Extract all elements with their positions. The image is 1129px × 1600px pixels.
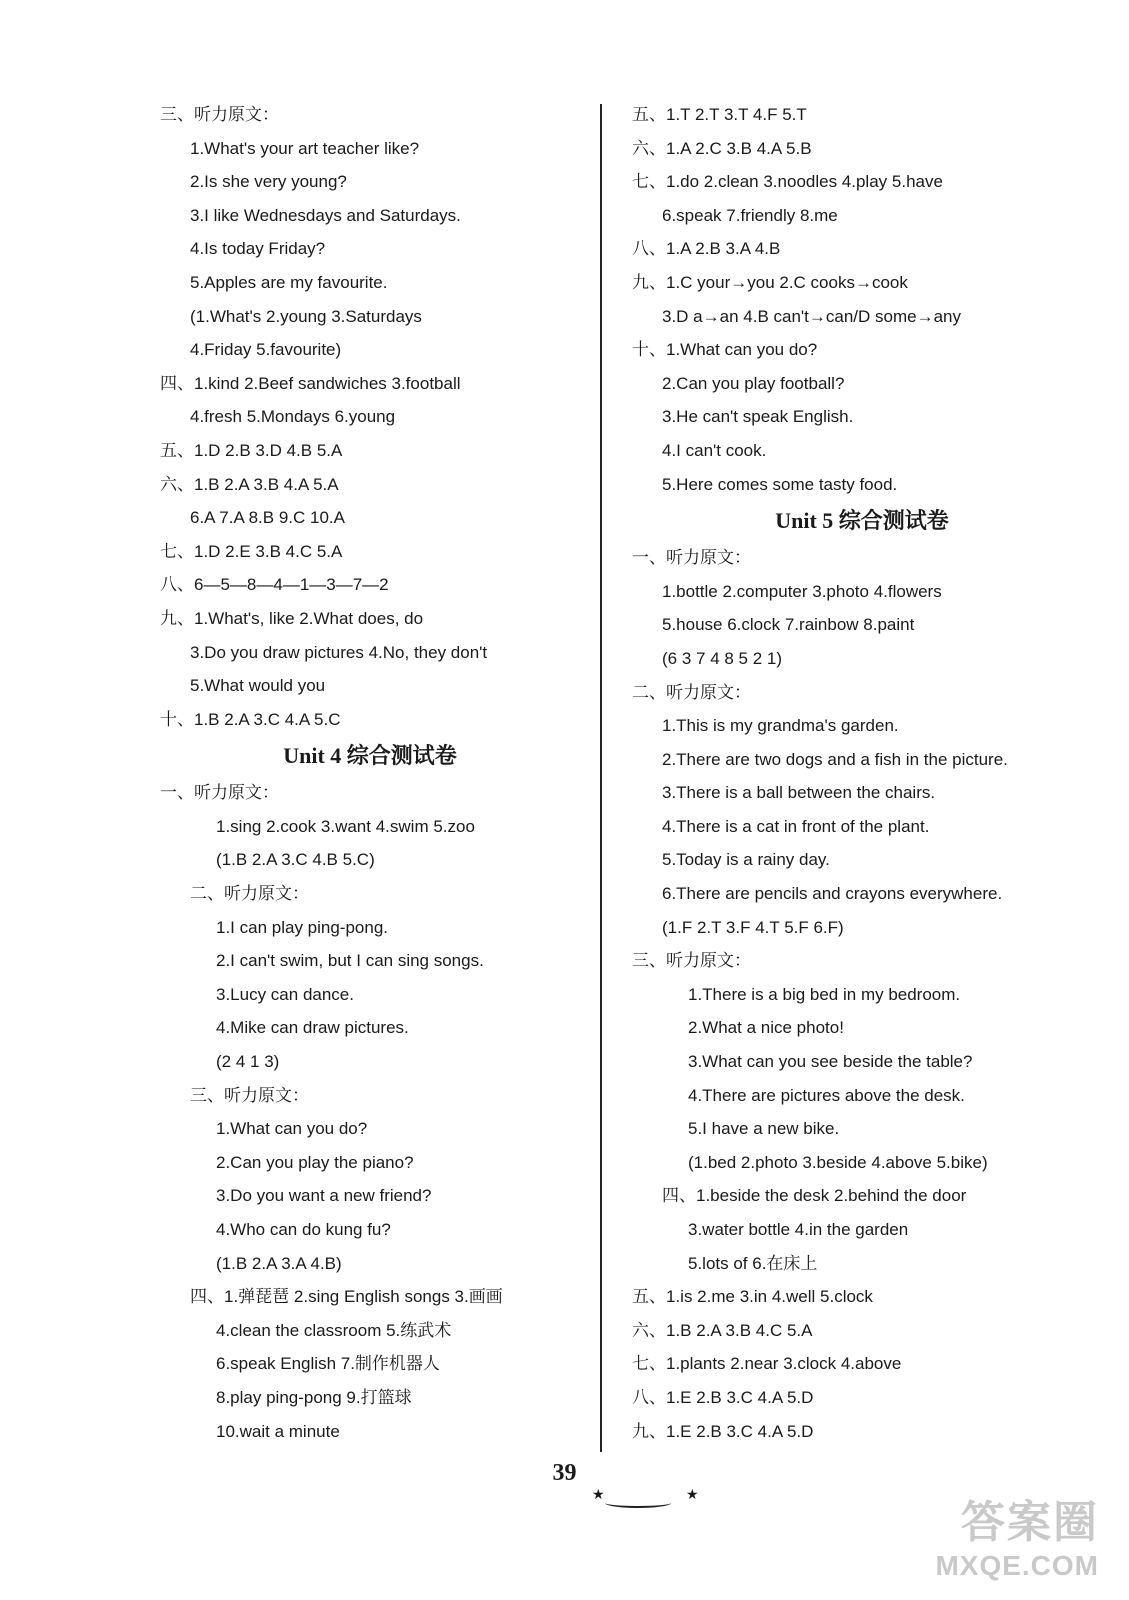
answer-line: 五、1.T 2.T 3.T 4.F 5.T: [632, 105, 807, 124]
answer-line: 九、1.E 2.B 3.C 4.A 5.D: [632, 1421, 814, 1441]
answer-line: 1.There is a big bed in my bedroom.: [688, 984, 961, 1004]
answer-line: 三、听力原文：: [160, 105, 279, 124]
answer-line: 二、听力原文：: [190, 884, 309, 904]
answer-line: 3.Lucy can dance.: [216, 984, 354, 1004]
answer-line: 七、1.D 2.E 3.B 4.C 5.A: [160, 541, 343, 561]
answer-line: 1.What's your art teacher like?: [190, 138, 420, 158]
answer-line: 4.Who can do kung fu?: [216, 1220, 391, 1239]
answer-line: 4.Is today Friday?: [190, 239, 326, 259]
answer-line: 4.Mike can draw pictures.: [216, 1018, 409, 1038]
answer-line: 3.What can you see beside the table?: [688, 1052, 973, 1072]
answer-line: (1.bed 2.photo 3.beside 4.above 5.bike): [688, 1152, 988, 1172]
answer-line: 四、1.beside the desk 2.behind the door: [662, 1186, 967, 1206]
answer-line: 5.I have a new bike.: [688, 1119, 840, 1139]
answer-line: 2.Can you play football?: [662, 373, 845, 393]
answer-line: 10.wait a minute: [216, 1421, 340, 1441]
answer-line: 三、听力原文：: [190, 1085, 309, 1105]
answer-line: 3.water bottle 4.in the garden: [688, 1220, 909, 1239]
answer-line: 七、1.plants 2.near 3.clock 4.above: [632, 1354, 902, 1374]
answer-line: 6.speak English 7.制作机器人: [216, 1354, 440, 1374]
answer-line: 2.What a nice photo!: [688, 1018, 844, 1038]
answer-line: 六、1.A 2.C 3.B 4.A 5.B: [632, 138, 812, 158]
answer-line: (1.B 2.A 3.C 4.B 5.C): [216, 850, 375, 870]
answer-line: 1.bottle 2.computer 3.photo 4.flowers: [662, 581, 942, 601]
answer-line: 2.I can't swim, but I can sing songs.: [216, 951, 484, 971]
answer-line: (1.B 2.A 3.A 4.B): [216, 1253, 342, 1273]
watermark-site: MXQE.COM: [935, 1550, 1099, 1581]
left-column: [160, 98, 580, 1448]
answer-line: 一、听力原文：: [632, 548, 751, 568]
answer-line: 1.I can play ping-pong.: [216, 917, 389, 937]
answer-line: 6.There are pencils and crayons everywhere.: [662, 884, 1003, 904]
answer-line: 1.This is my grandma's garden.: [662, 716, 899, 736]
answer-line: 5.lots of 6.在床上: [688, 1253, 818, 1273]
answer-line: 4.Friday 5.favourite): [190, 340, 342, 360]
answer-line: 3.He can't speak English.: [662, 407, 854, 427]
answer-line: 1.sing 2.cook 3.want 4.swim 5.zoo: [216, 816, 475, 836]
answer-line: 八、6—5—8—4—1—3—7—2: [160, 575, 389, 595]
answer-line: 1.What can you do?: [216, 1119, 368, 1139]
answer-line: 3.Do you draw pictures 4.No, they don't: [190, 642, 488, 662]
answer-line: 4.I can't cook.: [662, 440, 767, 460]
column-divider: [600, 104, 602, 1452]
answer-line: 一、听力原文：: [160, 783, 279, 803]
page-number: 39: [552, 1460, 577, 1486]
answer-line: 五、1.D 2.B 3.D 4.B 5.A: [160, 440, 343, 460]
answer-line: 九、1.C your→you 2.C cooks→cook: [632, 272, 908, 292]
answer-line: 4.There are pictures above the desk.: [688, 1085, 965, 1105]
answer-line: 十、1.B 2.A 3.C 4.A 5.C: [160, 709, 341, 729]
watermark-mark: 答案圈: [961, 1498, 1099, 1547]
answer-line: 4.There is a cat in front of the plant.: [662, 816, 930, 836]
answer-line: 五、1.is 2.me 3.in 4.well 5.clock: [632, 1287, 873, 1307]
answer-line: 三、听力原文：: [632, 951, 751, 971]
answer-line: 六、1.B 2.A 3.B 4.C 5.A: [632, 1320, 813, 1340]
answer-line: 5.What would you: [190, 676, 326, 696]
right-column: [632, 98, 1092, 1448]
answer-line: 5.Today is a rainy day.: [662, 850, 830, 870]
answer-line: 2.Is she very young?: [190, 172, 347, 192]
answer-line: 3.There is a ball between the chairs.: [662, 783, 936, 803]
answer-line: 5.Here comes some tasty food.: [662, 474, 898, 494]
answer-line: 3.Do you want a new friend?: [216, 1186, 432, 1206]
answer-line: 十、1.What can you do?: [632, 340, 818, 360]
answer-line: 3.D a→an 4.B can't→can/D some→any: [662, 306, 961, 326]
answer-line: 二、听力原文：: [632, 682, 751, 702]
answer-line: 6.speak 7.friendly 8.me: [662, 205, 838, 225]
answer-line: 2.There are two dogs and a fish in the picture.: [662, 749, 1008, 769]
section-heading: Unit 4 综合测试卷: [283, 743, 457, 769]
answer-line: 6.A 7.A 8.B 9.C 10.A: [190, 508, 345, 528]
answer-line: 3.I like Wednesdays and Saturdays.: [190, 205, 461, 225]
answer-line: 四、1.kind 2.Beef sandwiches 3.football: [160, 373, 461, 393]
answer-line: 2.Can you play the piano?: [216, 1152, 414, 1172]
answer-line: (1.F 2.T 3.F 4.T 5.F 6.F): [662, 917, 844, 937]
answer-line: 八、1.E 2.B 3.C 4.A 5.D: [632, 1387, 814, 1407]
answer-line: 5.house 6.clock 7.rainbow 8.paint: [662, 615, 915, 635]
page-footer: [0, 1460, 1129, 1502]
answer-line: 九、1.What's, like 2.What does, do: [160, 608, 424, 628]
footer-swoosh: [605, 1498, 671, 1508]
answer-line: (6 3 7 4 8 5 2 1): [662, 648, 783, 668]
section-heading: Unit 5 综合测试卷: [775, 508, 949, 534]
answer-line: 4.fresh 5.Mondays 6.young: [190, 407, 396, 427]
answer-line: 5.Apples are my favourite.: [190, 272, 388, 292]
answer-line: (1.What's 2.young 3.Saturdays: [190, 306, 422, 326]
answer-line: 8.play ping-pong 9.打篮球: [216, 1387, 412, 1407]
answer-line: (2 4 1 3): [216, 1052, 280, 1072]
star-icon: ★: [592, 1486, 605, 1502]
star-icon: ★: [686, 1486, 699, 1502]
answer-line: 四、1.弹琵琶 2.sing English songs 3.画画: [190, 1287, 503, 1307]
answer-line: 六、1.B 2.A 3.B 4.A 5.A: [160, 474, 339, 494]
answer-line: 八、1.A 2.B 3.A 4.B: [632, 239, 781, 259]
answer-line: 七、1.do 2.clean 3.noodles 4.play 5.have: [632, 172, 943, 192]
answer-line: 4.clean the classroom 5.练武术: [216, 1320, 452, 1340]
watermark-logo: [935, 1486, 1099, 1582]
